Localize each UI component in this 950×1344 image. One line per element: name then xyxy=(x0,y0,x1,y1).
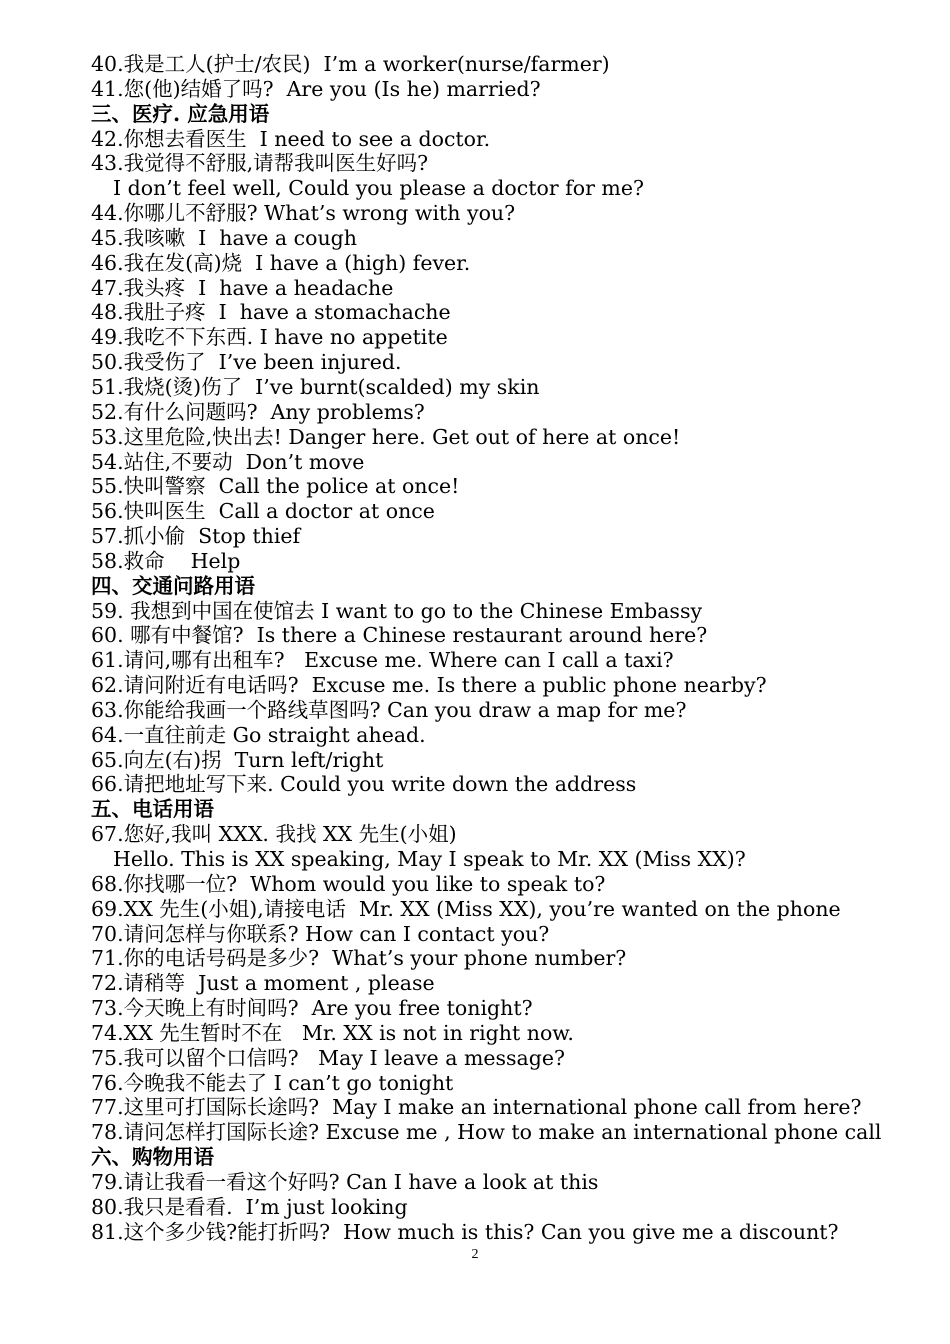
phrase-line: 55.快叫警察 Call the police at once! xyxy=(91,474,460,499)
phrase-line: 63.你能给我画一个路线草图吗? Can you draw a map for me? xyxy=(91,697,687,722)
phrase-line: 69.XX 先生(小姐),请接电话 Mr. XX (Miss XX), you’re wanted on the phone xyxy=(91,896,841,921)
phrase-line: 74.XX 先生暂时不在 Mr. XX is not in right now. xyxy=(91,1020,574,1045)
phrase-line: 72.请稍等 Just a moment , please xyxy=(91,971,435,996)
phrase-line: 62.请问附近有电话吗? Excuse me. Is there a public phone nearby? xyxy=(91,673,767,698)
phrase-line: 48.我肚子疼 I have a stomachache xyxy=(91,300,451,325)
phrase-line: 46.我在发(高)烧 I have a (high) fever. xyxy=(91,250,471,275)
phrase-line: 47.我头疼 I have a headache xyxy=(91,275,394,300)
phrase-line: 64.一直往前走 Go straight ahead. xyxy=(91,722,426,747)
phrase-line: 40.我是工人(护士/农民) I’m a worker(nurse/farmer) xyxy=(91,52,610,76)
phrase-line: 41.您(他)结婚了吗? Are you (Is he) married? xyxy=(91,76,541,101)
phrase-line: 73.今天晚上有时间吗? Are you free tonight? xyxy=(91,996,533,1021)
phrase-line: 53.这里危险,快出去! Danger here. Get out of here at once! xyxy=(91,424,681,449)
phrase-line: 80.我只是看看. I’m just looking xyxy=(91,1194,408,1219)
phrase-line: 43.我觉得不舒服,请帮我叫医生好吗? xyxy=(91,151,429,176)
phrase-line: 77.这里可打国际长途吗? May I make an international phone call from here? xyxy=(91,1095,862,1120)
phrase-line: 79.请让我看一看这个好吗? Can I have a look at this xyxy=(91,1169,599,1194)
phrase-line: 66.请把地址写下来. Could you write down the address xyxy=(91,772,637,797)
section-heading: 四、交通问路用语 xyxy=(91,573,255,598)
phrase-line: 58.救命 Help xyxy=(91,548,241,573)
phrase-line: 81.这个多少钱?能打折吗? How much is this? Can you give me a discount? xyxy=(91,1219,839,1244)
phrase-line: 75.我可以留个口信吗? May I leave a message? xyxy=(91,1045,566,1070)
phrase-line: 50.我受伤了 I’ve been injured. xyxy=(91,350,402,375)
document-body xyxy=(91,52,921,1245)
section-heading: 三、医疗. 应急用语 xyxy=(91,101,270,126)
section-heading: 六、购物用语 xyxy=(91,1145,214,1170)
phrase-line: 65.向左(右)拐 Turn left/right xyxy=(91,747,384,772)
phrase-line: 52.有什么问题吗? Any problems? xyxy=(91,399,425,424)
phrase-continuation: I don’t feel well, Could you please a doctor for me? xyxy=(113,176,644,201)
phrase-line: 45.我咳嗽 I have a cough xyxy=(91,225,358,250)
phrase-line: 71.你的电话号码是多少? What’s your phone number? xyxy=(91,946,627,971)
page-number: 2 xyxy=(471,1247,479,1262)
phrase-continuation: Hello. This is XX speaking, May I speak to Mr. XX (Miss XX)? xyxy=(113,847,746,871)
phrase-line: 44.你哪儿不舒服? What’s wrong with you? xyxy=(91,201,516,226)
phrase-line: 59. 我想到中国在使馆去 I want to go to the Chinese Embassy xyxy=(91,598,703,623)
phrase-line: 78.请问怎样打国际长途? Excuse me , How to make an international phone call xyxy=(91,1120,882,1145)
phrase-line: 76.今晚我不能去了 I can’t go tonight xyxy=(91,1070,454,1095)
phrase-line: 60. 哪有中餐馆? Is there a Chinese restaurant around here? xyxy=(91,623,708,648)
phrase-line: 70.请问怎样与你联系? How can I contact you? xyxy=(91,921,550,946)
phrase-line: 54.站住,不要动 Don’t move xyxy=(91,449,365,474)
phrase-line: 42.你想去看医生 I need to see a doctor. xyxy=(91,126,491,151)
phrase-line: 68.你找哪一位? Whom would you like to speak to? xyxy=(91,871,606,896)
section-heading: 五、电话用语 xyxy=(91,797,214,822)
phrase-line: 56.快叫医生 Call a doctor at once xyxy=(91,499,435,524)
phrase-line: 61.请问,哪有出租车? Excuse me. Where can I call a taxi? xyxy=(91,648,674,673)
phrase-line: 51.我烧(烫)伤了 I’ve burnt(scalded) my skin xyxy=(91,374,540,399)
phrase-line: 67.您好,我叫 XXX. 我找 XX 先生(小姐) xyxy=(91,822,457,847)
phrase-line: 57.抓小偷 Stop thief xyxy=(91,524,301,549)
phrase-line: 49.我吃不下东西. I have no appetite xyxy=(91,325,448,350)
